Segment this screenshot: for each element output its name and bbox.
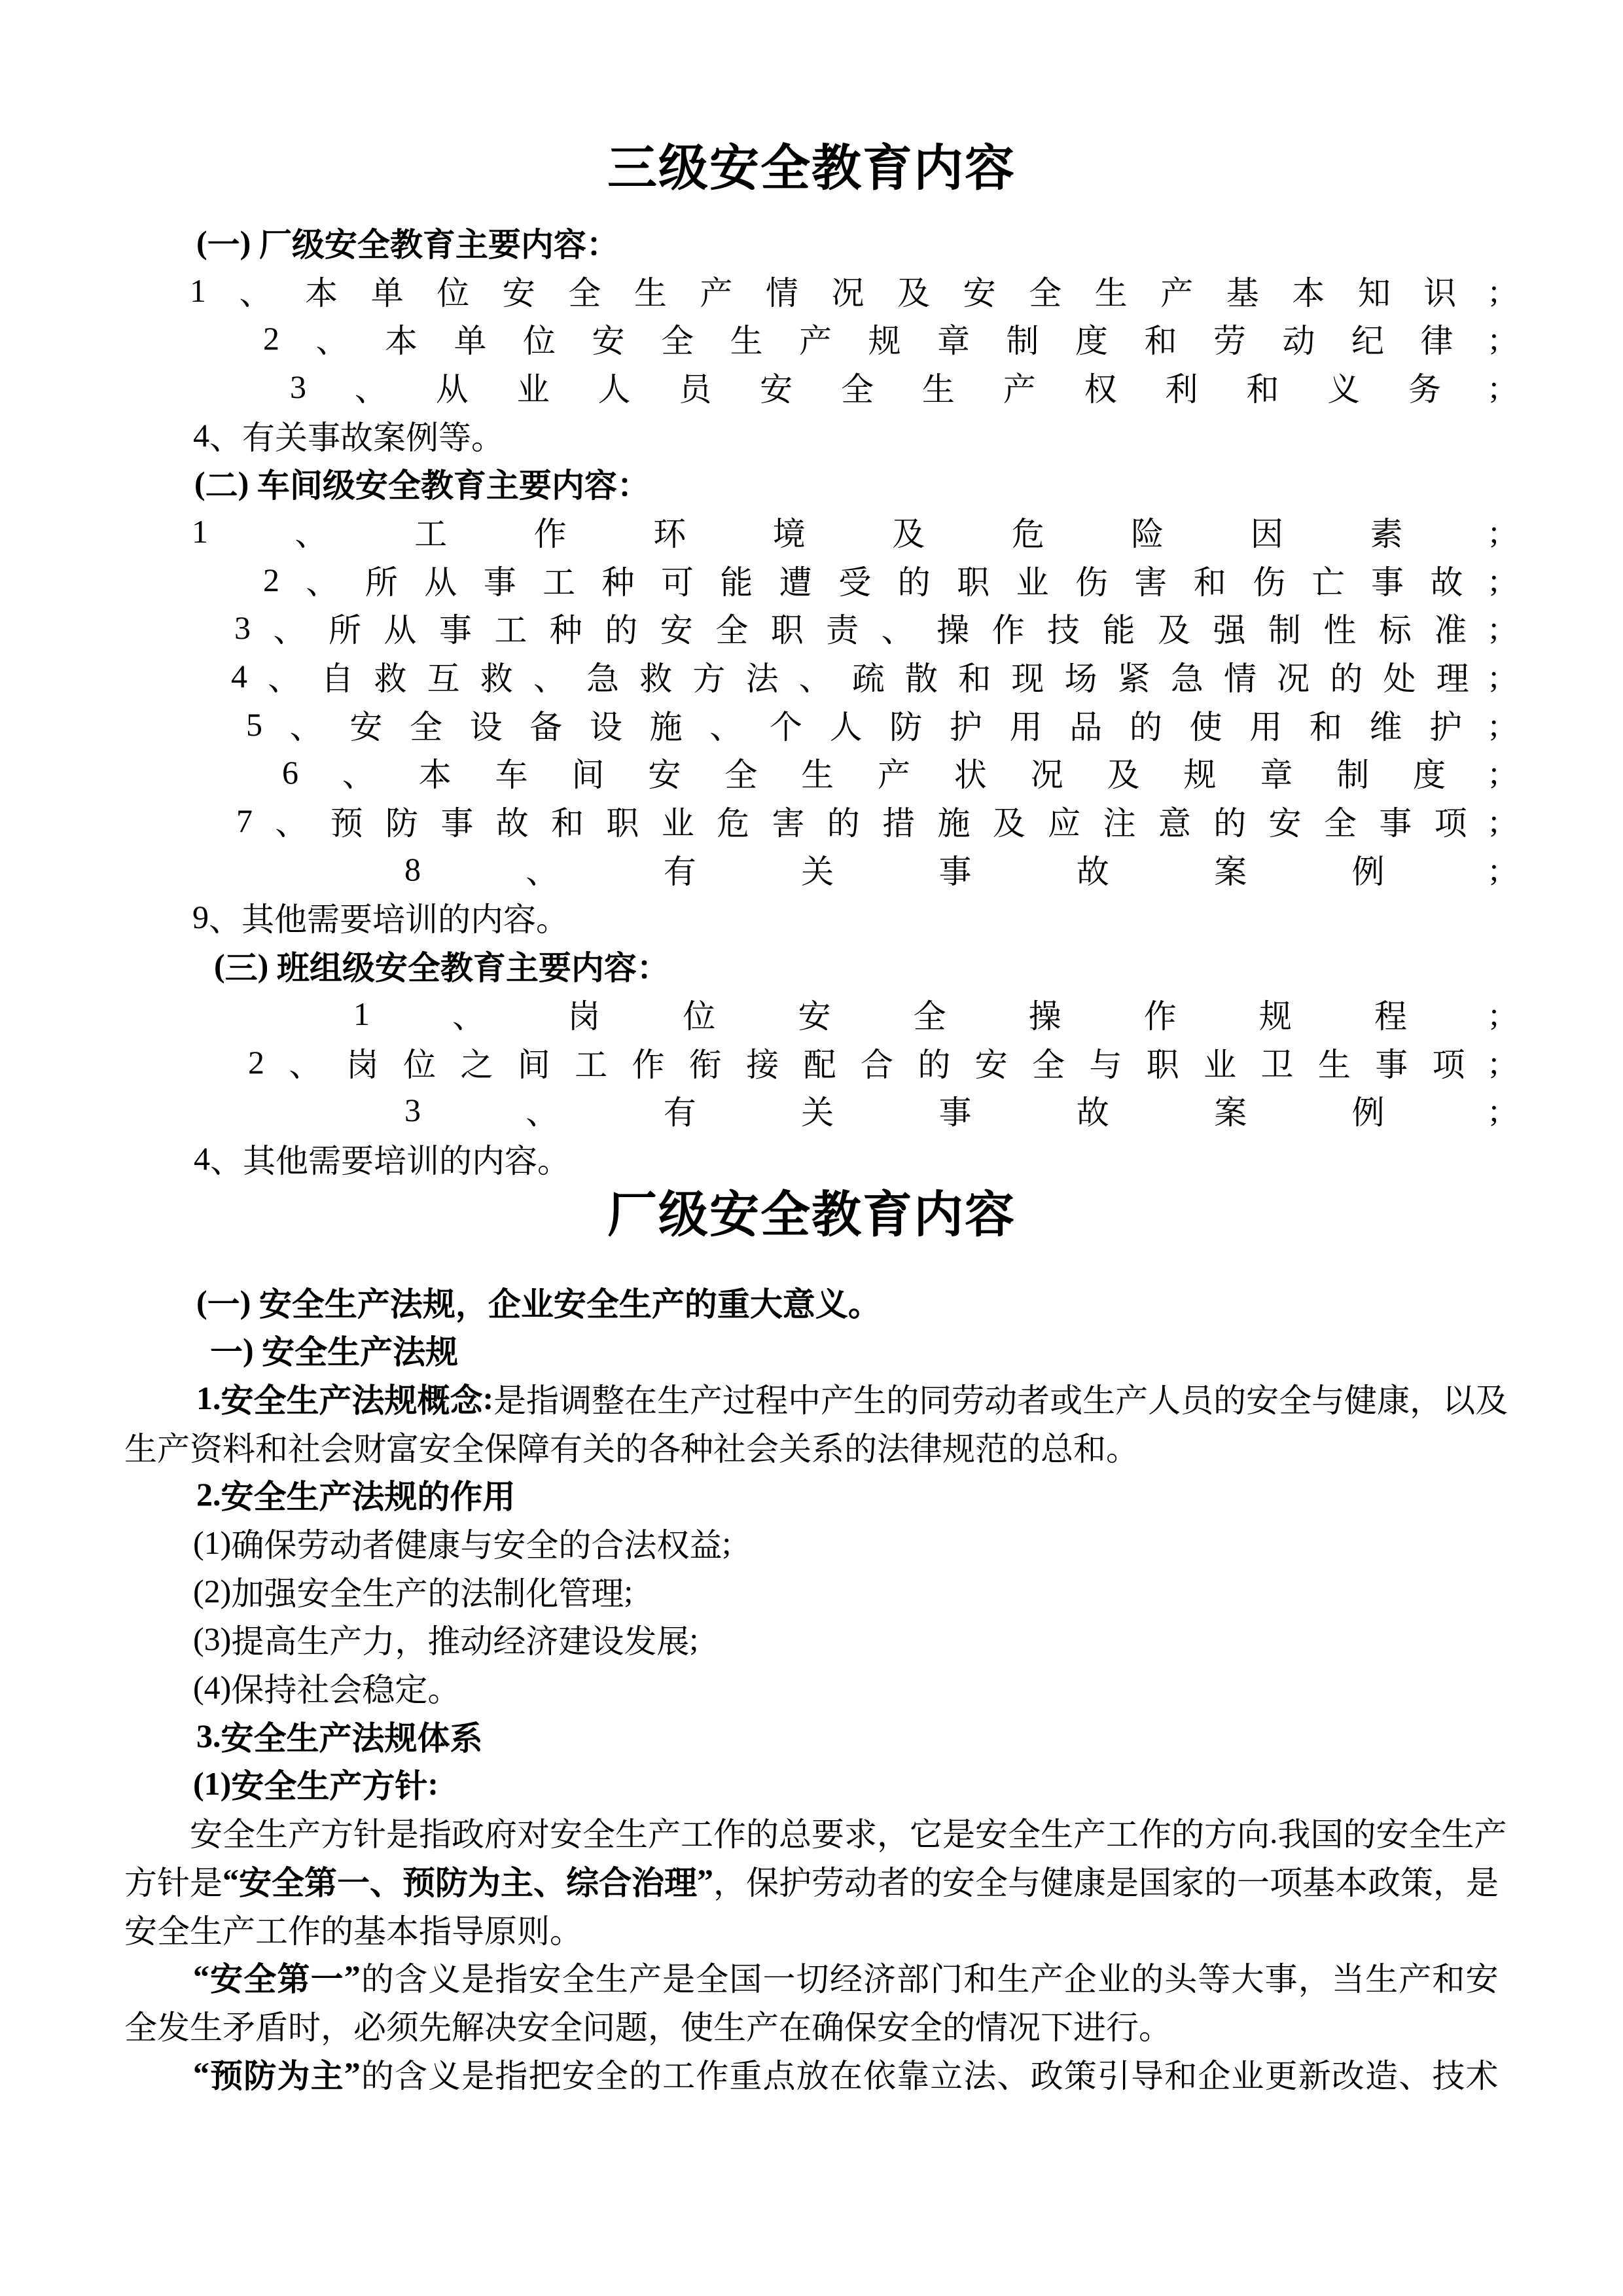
text-line: “ 安 全 第 一 ” 的 含 义 是 指 安 全 生 产 是 全 国 一 切 经 济 部 门 和 生 产 企 业 的 头 等 大 事 ， 当 生 产 和 安: [193, 1958, 1499, 1998]
text-line: 3 、 所 从 事 工 种 的 安 全 职 责 、 操 作 技 能 及 强 制 性 标 准 ;: [234, 609, 1499, 649]
text-line: 1 、 岗 位 安 全 操 作 规 程 ;: [353, 995, 1499, 1035]
text-line: 3 、 从 业 人 员 安 全 生 产 权 利 和 义 务 ;: [290, 368, 1499, 408]
text-line: 生 产 资 料 和 社 会 财 富 安 全 保 障 有 关 的 各 种 社 会 关 系 的 法 律 规 范 的 总 和 。: [124, 1430, 1139, 1467]
document-content: [124, 136, 1508, 2097]
text-line: ( 4 ) 保 持 社 会 稳 定 。: [193, 1669, 461, 1709]
text-line: 7 、 预 防 事 故 和 职 业 危 害 的 措 施 及 应 注 意 的 安 全 事 项 ;: [236, 802, 1499, 842]
text-line: 2 、 所 从 事 工 种 可 能 遭 受 的 职 业 伤 害 和 伤 亡 事 故 ;: [263, 561, 1499, 601]
doc-title-sanji: 三级安全教育内容: [607, 141, 1016, 196]
text-line: 安 全 生 产 方 针 是 指 政 府 对 安 全 生 产 工 作 的 总 要 求 ， 它 是 安 全 生 产 工 作 的 方 向 . 我 国 的 安 全 生 产: [190, 1814, 1507, 1854]
text-line: 4 、 有 关 事 故 案 例 等 。: [193, 416, 504, 456]
text-line: 方 针 是 “ 安 全 第 一 、 预 防 为 主 、 综 合 治 理 ” ， 保 护 劳 动 者 的 安 全 与 健 康 是 国 家 的 一 项 基 本 政 策 ， 是: [124, 1861, 1499, 1901]
section-sanji-lines: [124, 218, 1499, 1183]
text-line: ( 3 ) 提 高 生 产 力 ， 推 动 经 济 建 设 发 展 ;: [193, 1621, 699, 1660]
text-line: “ 预 防 为 主 ” 的 含 义 是 指 把 安 全 的 工 作 重 点 放 在 依 靠 立 法 、 政 策 引 导 和 企 业 更 新 改 造 、 技 术: [193, 2054, 1499, 2094]
text-line: 1 . 安 全 生 产 法 规 概 念 : 是 指 调 整 在 生 产 过 程 中 产 生 的 同 劳 动 者 或 生 产 人 员 的 安 全 与 健 康 ， 以 及: [196, 1379, 1508, 1419]
text-line: 安 全 生 产 工 作 的 基 本 指 导 原 则 。: [124, 1912, 582, 1950]
text-line: 1 、 本 单 位 安 全 生 产 情 况 及 安 全 生 产 基 本 知 识 ;: [190, 272, 1499, 312]
text-line: ( 三 ) 班 组 级 安 全 教 育 主 要 内 容 ：: [214, 947, 669, 987]
text-line: 一 ) 安 全 生 产 法 规: [210, 1331, 459, 1371]
text-line: 8 、 有 关 事 故 案 例 ;: [404, 850, 1499, 890]
text-line: 5 、 安 全 设 备 设 施 、 个 人 防 护 用 品 的 使 用 和 维 护 ;: [246, 706, 1499, 745]
text-line: ( 1 ) 确 保 劳 动 者 健 康 与 安 全 的 合 法 权 益 ;: [193, 1524, 732, 1564]
doc-title-changji: 厂级安全教育内容: [607, 1187, 1016, 1243]
text-line: ( 一 ) 安 全 生 产 法 规 ， 企 业 安 全 生 产 的 重 大 意 义 。: [196, 1283, 881, 1323]
text-line: 全 发 生 矛 盾 时 ， 必 须 先 解 决 安 全 问 题 ， 使 生 产 在 确 保 安 全 的 情 况 下 进 行 。: [124, 2009, 1171, 2046]
text-line: 2 、 岗 位 之 间 工 作 衔 接 配 合 的 安 全 与 职 业 卫 生 事 项 ;: [248, 1043, 1499, 1083]
section-changji-lines: [124, 1278, 1508, 2098]
text-line: 4 、 其 他 需 要 培 训 的 内 容 。: [194, 1139, 570, 1179]
text-line: 2 . 安 全 生 产 法 规 的 作 用: [196, 1476, 516, 1516]
text-line: 2 、 本 单 位 安 全 生 产 规 章 制 度 和 劳 动 纪 律 ;: [263, 320, 1499, 360]
text-line: 1 、 工 作 环 境 及 危 险 因 素 ;: [192, 512, 1499, 552]
text-line: 3 . 安 全 生 产 法 规 体 系: [196, 1717, 483, 1757]
text-line: 6 、 本 车 间 安 全 生 产 状 况 及 规 章 制 度 ;: [282, 754, 1499, 794]
text-line: ( 2 ) 加 强 安 全 生 产 的 法 制 化 管 理 ;: [193, 1572, 633, 1612]
text-line: 4 、 自 救 互 救 、 急 救 方 法 、 疏 散 和 现 场 紧 急 情 况 的 处 理 ;: [231, 658, 1499, 698]
text-line: 9 、 其 他 需 要 培 训 的 内 容 。: [192, 899, 569, 939]
text-line: ( 一 ) 厂 级 安 全 教 育 主 要 内 容 ：: [196, 223, 619, 263]
text-line: ( 1 ) 安 全 生 产 方 针 :: [193, 1765, 438, 1805]
text-line: ( 二 ) 车 间 级 安 全 教 育 主 要 内 容 ：: [194, 465, 650, 505]
text-line: 3 、 有 关 事 故 案 例 ;: [404, 1092, 1499, 1132]
